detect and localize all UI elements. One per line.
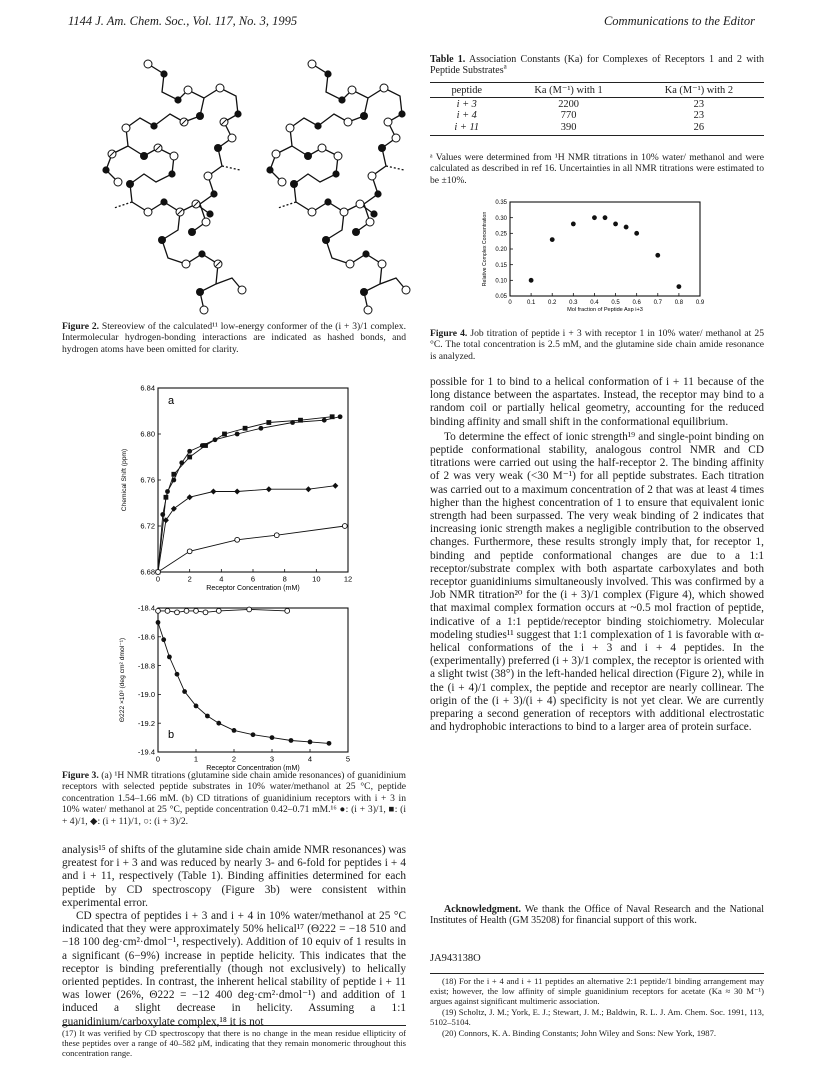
footnote-20: (20) Connors, K. A. Binding Constants; John Wiley and Sons: New York, 1987. bbox=[442, 1028, 717, 1038]
y-tick-label: 0.30 bbox=[495, 215, 507, 222]
data-point bbox=[184, 608, 189, 613]
x-tick-label: 3 bbox=[269, 754, 275, 764]
table1-title-text: Association Constants (Ka) for Complexes of Receptors 1 and 2 with Peptide Substrates bbox=[430, 54, 764, 77]
footnote-divider-left bbox=[62, 1025, 406, 1026]
running-header-left: 1144 J. Am. Chem. Soc., Vol. 117, No. 3, 1995 bbox=[68, 14, 298, 28]
footnote-divider-right bbox=[430, 973, 764, 974]
x-tick-label: 0.5 bbox=[611, 300, 620, 306]
y-axis-label: Θ222 ×10³ (deg cm² dmol⁻¹) bbox=[119, 637, 126, 723]
table1-header-cell: Ka (M⁻¹) with 1 bbox=[534, 85, 603, 96]
x-tick-label: 2 bbox=[231, 754, 237, 764]
data-point bbox=[308, 740, 313, 745]
table1-title-note: a bbox=[503, 63, 507, 72]
y-tick-label: 0.15 bbox=[495, 262, 507, 269]
y-axis-label: Relative Complex Concentration bbox=[482, 211, 488, 287]
data-point bbox=[203, 443, 208, 448]
x-tick-label: 0.9 bbox=[695, 300, 705, 306]
y-tick-label: 6.72 bbox=[140, 521, 155, 531]
x-tick-label: 5 bbox=[345, 754, 351, 764]
y-tick-label: 0.05 bbox=[495, 294, 507, 301]
right-paragraph-2: To determine the effect of ionic strength¹⁹ and single-point binding on peptide conformational stability, analogous control NMR and CD titrations were carried out using the half-receptor 2. The binding affinity of 2 was very weak (<30 M⁻¹) for all peptide substrates. Each titration was carried out to a maximum concentration of 2 that was at least 4 times higher than the highest concentration of 1 to ensure that equivalent ionic strength had been surpassed. The very weak binding of 2 indicates that increasing ionic strength makes a negligible contribution to the observed changes. Furthermore, these results strongly imply that, for receptor 1, binding and peptide conformational changes are due to a 1:1 receptor/substrate complex with both aspartate carboxylates and both receptor guanidiniums simultaneously involved. This was confirmed by a Job NMR titration²⁰ for the (i + 3)/1 complex (Figure 4), which showed that maximal complex formation occurs at ~0.5 mol fraction of peptide, indicative of a 1:1 peptide/receptor binding stoichiometry. Molecular modeling studies¹¹ suggest that 1:1 complexation of 1 is favorable with α-helical conformations of the i + 3 and i + 4 peptides. In the (experimentally) preferred (i + 3)/1 complex, the receptor is oriented with a slight twist (38°) in the left-handed helical direction (Figure 2), while in the (i + 4)/1 complex, the peptide and receptor are nearly collinear. The origin of the (i + 3)/(i + 4) specificity is not yet clear. We are currently preparing a second generation of receptors with additional electrostatic and hydrophobic interactions to bind to a larger area of protein surface. bbox=[430, 430, 764, 734]
data-point bbox=[634, 231, 639, 236]
table-cell: 390 bbox=[560, 121, 577, 133]
x-tick-label: 0.2 bbox=[548, 300, 557, 306]
x-tick-label: 1 bbox=[193, 754, 199, 764]
figure4-caption bbox=[430, 328, 764, 362]
table1-title bbox=[430, 54, 764, 77]
figure3-caption-text: (a) ¹H NMR titrations (glutamine side chain amide resonances) of guanidinium receptors with selected peptide substrates in 10% water/methanol at 25 °C, peptide concentration 1.54–1.66 mM. (b) CD titrations of guanidinium receptors with i + 3 in 10% water/ methanol at 25 °C, peptide concentration 0.42–0.71 mM.¹⁶ ●: (i + 3)/1, ■: (i + 4)/1, ◆: (i + 11)/1, ○: (i + 3)/2. bbox=[62, 770, 406, 827]
figure4-chart bbox=[480, 196, 730, 320]
data-point bbox=[327, 741, 332, 746]
y-axis-label: Chemical Shift (ppm) bbox=[121, 448, 128, 512]
data-point bbox=[222, 432, 227, 437]
data-point bbox=[175, 672, 180, 677]
x-tick-label: 0.8 bbox=[674, 300, 684, 306]
footnote-17: (17) It was verified by CD spectroscopy that there is no change in the mean residue ellipticity of these peptides over a range of 40–582 μM, indicating that they remain monomeric throughout this concentration range. bbox=[62, 1028, 406, 1059]
data-point bbox=[322, 418, 327, 423]
y-tick-label: -19.4 bbox=[137, 747, 155, 757]
table1 bbox=[430, 82, 764, 136]
fit-curve bbox=[158, 417, 332, 572]
fit-curve bbox=[158, 622, 329, 743]
data-point bbox=[156, 570, 161, 575]
running-header-right: Communications to the Editor bbox=[603, 14, 755, 28]
data-point bbox=[613, 222, 618, 227]
data-point bbox=[164, 495, 169, 500]
left-paragraph-1: analysis¹⁵ of shifts of the glutamine side chain amide NMR resonances) was greatest for i + 3 and was reduced by nearly 3- and 6-fold for peptides i + 4 and i + 11, respectively (Table 1). Binding affinities determined for each peptide by CD spectroscopy (Figure 3b) were consistent within experimental error. bbox=[62, 844, 406, 909]
data-point bbox=[232, 728, 237, 733]
x-tick-label: 0 bbox=[155, 574, 161, 584]
x-axis-label: Receptor Concentration (mM) bbox=[206, 584, 300, 592]
data-point bbox=[156, 608, 161, 613]
data-point bbox=[194, 704, 199, 709]
x-tick-label: 0.7 bbox=[653, 300, 662, 306]
x-tick-label: 0.3 bbox=[569, 300, 578, 306]
table-cell: 23 bbox=[693, 110, 705, 122]
data-point bbox=[156, 620, 161, 625]
figure4-caption-text: Job titration of peptide i + 3 with receptor 1 in 10% water/ methanol at 25 °C. The total concentration is 2.5 mM, and the glutamine side chain amide resonance is analyzed. bbox=[430, 328, 764, 362]
footnote-19: (19) Scholtz, J. M.; York, E. J.; Stewart, J. M.; Baldwin, R. L. J. Am. Chem. Soc. 1991, 113, 5102–5104. bbox=[430, 1007, 764, 1028]
x-axis-label: Receptor Concentration (mM) bbox=[206, 764, 300, 772]
data-point bbox=[167, 655, 172, 660]
data-point bbox=[259, 426, 264, 431]
x-tick-label: 0.4 bbox=[590, 300, 599, 306]
x-tick-label: 10 bbox=[312, 574, 321, 584]
data-point bbox=[235, 537, 240, 542]
manuscript-code: JA943138O bbox=[430, 953, 481, 964]
table1-header-cell: Ka (M⁻¹) with 2 bbox=[664, 85, 734, 96]
table-cell: 2200 bbox=[558, 99, 579, 110]
footnote-18: (18) For the i + 4 and i + 11 peptides an alternative 2:1 peptide/1 binding arrangement may exist; however, the low affinity of simple guanidinium receptors for acetate (Ka ≈ 30 M⁻¹) argues against significant multimeric association. bbox=[430, 976, 764, 1007]
y-tick-label: -19.2 bbox=[137, 718, 155, 728]
panel-label: a bbox=[168, 395, 175, 407]
data-point bbox=[338, 414, 343, 419]
data-point bbox=[274, 533, 279, 538]
figure2-caption-label: Figure 2. bbox=[62, 321, 100, 332]
data-point bbox=[171, 472, 176, 477]
figure2-stereo-image bbox=[92, 52, 412, 320]
x-tick-label: 0.1 bbox=[526, 300, 536, 306]
plot-frame bbox=[158, 608, 348, 752]
data-point bbox=[165, 608, 170, 613]
panel-label: b bbox=[168, 729, 175, 741]
data-point bbox=[161, 637, 166, 642]
table1-header-row bbox=[430, 83, 764, 97]
figure3-caption bbox=[62, 770, 406, 827]
data-point bbox=[676, 284, 681, 289]
data-point bbox=[187, 494, 193, 500]
fit-curve bbox=[158, 526, 345, 572]
acknowledgment-label: Acknowledgment. bbox=[444, 904, 521, 915]
acknowledgment bbox=[430, 904, 764, 927]
left-paragraph-2: CD spectra of peptides i + 3 and i + 4 in 10% water/methanol at 25 °C indicated that they were approximately 50% helical¹⁷ (Θ222 = −18 510 and −18 100 deg·cm²·dmol⁻¹, respectively). Addition of 10 equiv of 1 results in a significant (6−9%) increase in peptide helicity. This indicates that the receptor is binding preferentially (though not exclusively) to helically oriented peptides. In contrast, the inherent helical stability of peptide i + 11 was lower (26%, Θ222 = −12 400 deg·cm²·dmol⁻¹) and addition of 1 induced a slight decrease in helicity. Assuming a 1:1 guanidinium/carboxylate complex,¹⁸ it is not bbox=[62, 910, 406, 1028]
data-point bbox=[235, 432, 240, 437]
figure3-caption-label: Figure 3. bbox=[62, 770, 99, 781]
x-tick-label: 0 bbox=[155, 754, 161, 764]
right-body-text bbox=[430, 376, 764, 734]
y-tick-label: 0.25 bbox=[495, 231, 507, 238]
x-tick-label: 8 bbox=[282, 574, 287, 584]
figure3-chart bbox=[108, 382, 378, 772]
data-point bbox=[216, 608, 221, 613]
table-cell: 23 bbox=[693, 99, 705, 110]
data-point bbox=[270, 735, 275, 740]
data-point bbox=[203, 610, 208, 615]
data-point bbox=[266, 420, 271, 425]
data-point bbox=[266, 486, 272, 492]
y-tick-label: -18.4 bbox=[137, 603, 155, 613]
x-axis-label: Mol fraction of Peptide Asp i+3 bbox=[567, 307, 643, 313]
x-tick-label: 0 bbox=[508, 300, 512, 306]
right-paragraph-1: possible for 1 to bind to a helical conformation of i + 11 because of the long distance between the aspartates. Instead, the receptor may bind to a random coil or partially helical geometry, accounting for the reduced binding affinity and small shift in the conformational equilibrium. bbox=[430, 376, 764, 428]
figure4-caption-label: Figure 4. bbox=[430, 328, 468, 339]
data-point bbox=[529, 278, 534, 283]
y-tick-label: 6.68 bbox=[140, 567, 155, 577]
data-point bbox=[285, 608, 290, 613]
y-tick-label: -19.0 bbox=[137, 690, 155, 700]
data-point bbox=[603, 215, 608, 220]
data-point bbox=[298, 418, 303, 423]
plot-frame bbox=[158, 388, 348, 572]
data-point bbox=[243, 426, 248, 431]
figure2-caption bbox=[62, 321, 406, 355]
x-tick-label: 4 bbox=[307, 754, 313, 764]
y-tick-label: -18.8 bbox=[137, 661, 155, 671]
data-point bbox=[234, 489, 240, 495]
table-row bbox=[430, 110, 764, 121]
x-tick-label: 4 bbox=[219, 574, 224, 584]
data-point bbox=[216, 721, 221, 726]
table1-header-cell: peptide bbox=[451, 84, 483, 96]
table-cell: i + 4 bbox=[456, 110, 477, 122]
data-point bbox=[655, 253, 660, 258]
y-tick-label: 0.20 bbox=[495, 247, 507, 254]
data-point bbox=[187, 449, 192, 454]
data-point bbox=[251, 732, 256, 737]
data-point bbox=[175, 610, 180, 615]
table1-title-label: Table 1. bbox=[430, 54, 466, 65]
table-row bbox=[430, 99, 764, 110]
fit-curve bbox=[158, 486, 335, 572]
y-tick-label: 0.10 bbox=[495, 278, 507, 285]
data-point bbox=[592, 215, 597, 220]
acknowledgment-text: We thank the Office of Naval Research and the National Institutes of Health (GM 35208) for financial support of this work. bbox=[430, 904, 765, 927]
data-point bbox=[247, 607, 252, 612]
table-cell: i + 11 bbox=[454, 121, 480, 133]
table-row bbox=[430, 122, 764, 133]
y-tick-label: -18.6 bbox=[137, 632, 155, 642]
data-point bbox=[289, 738, 294, 743]
data-point bbox=[305, 486, 311, 492]
table-cell: 770 bbox=[560, 110, 577, 122]
data-point bbox=[182, 689, 187, 694]
y-tick-label: 6.76 bbox=[140, 475, 155, 485]
data-point bbox=[187, 549, 192, 554]
data-point bbox=[187, 455, 192, 460]
data-point bbox=[571, 222, 576, 227]
figure2-caption-text: Stereoview of the calculated¹¹ low-energy conformer of the (i + 3)/1 complex. Intermolecular hydrogen-bonding interactions are indicated as hashed bonds, and hydrogen atoms have been omitted for clarity. bbox=[62, 321, 406, 355]
y-tick-label: 6.84 bbox=[140, 383, 155, 393]
table-cell: 26 bbox=[693, 121, 705, 133]
fit-curve bbox=[158, 417, 340, 572]
x-tick-label: 6 bbox=[250, 574, 256, 584]
data-point bbox=[194, 608, 199, 613]
table-cell: i + 3 bbox=[456, 99, 477, 110]
table1-footnote: ᵃ Values were determined from ¹H NMR titrations in 10% water/ methanol and were calculated as described in ref 16. Uncertainties in all NMR titrations were estimated to be ±10%. bbox=[430, 152, 764, 186]
data-point bbox=[624, 225, 629, 230]
data-point bbox=[210, 489, 216, 495]
data-point bbox=[342, 524, 347, 529]
data-point bbox=[205, 714, 210, 719]
data-point bbox=[332, 483, 338, 489]
x-tick-label: 2 bbox=[187, 574, 192, 584]
x-tick-label: 0.6 bbox=[632, 300, 641, 306]
y-tick-label: 0.35 bbox=[495, 200, 507, 207]
left-body-text bbox=[62, 844, 406, 1029]
y-tick-label: 6.80 bbox=[140, 429, 155, 439]
x-tick-label: 12 bbox=[343, 574, 353, 584]
data-point bbox=[550, 237, 555, 242]
data-point bbox=[330, 414, 335, 419]
